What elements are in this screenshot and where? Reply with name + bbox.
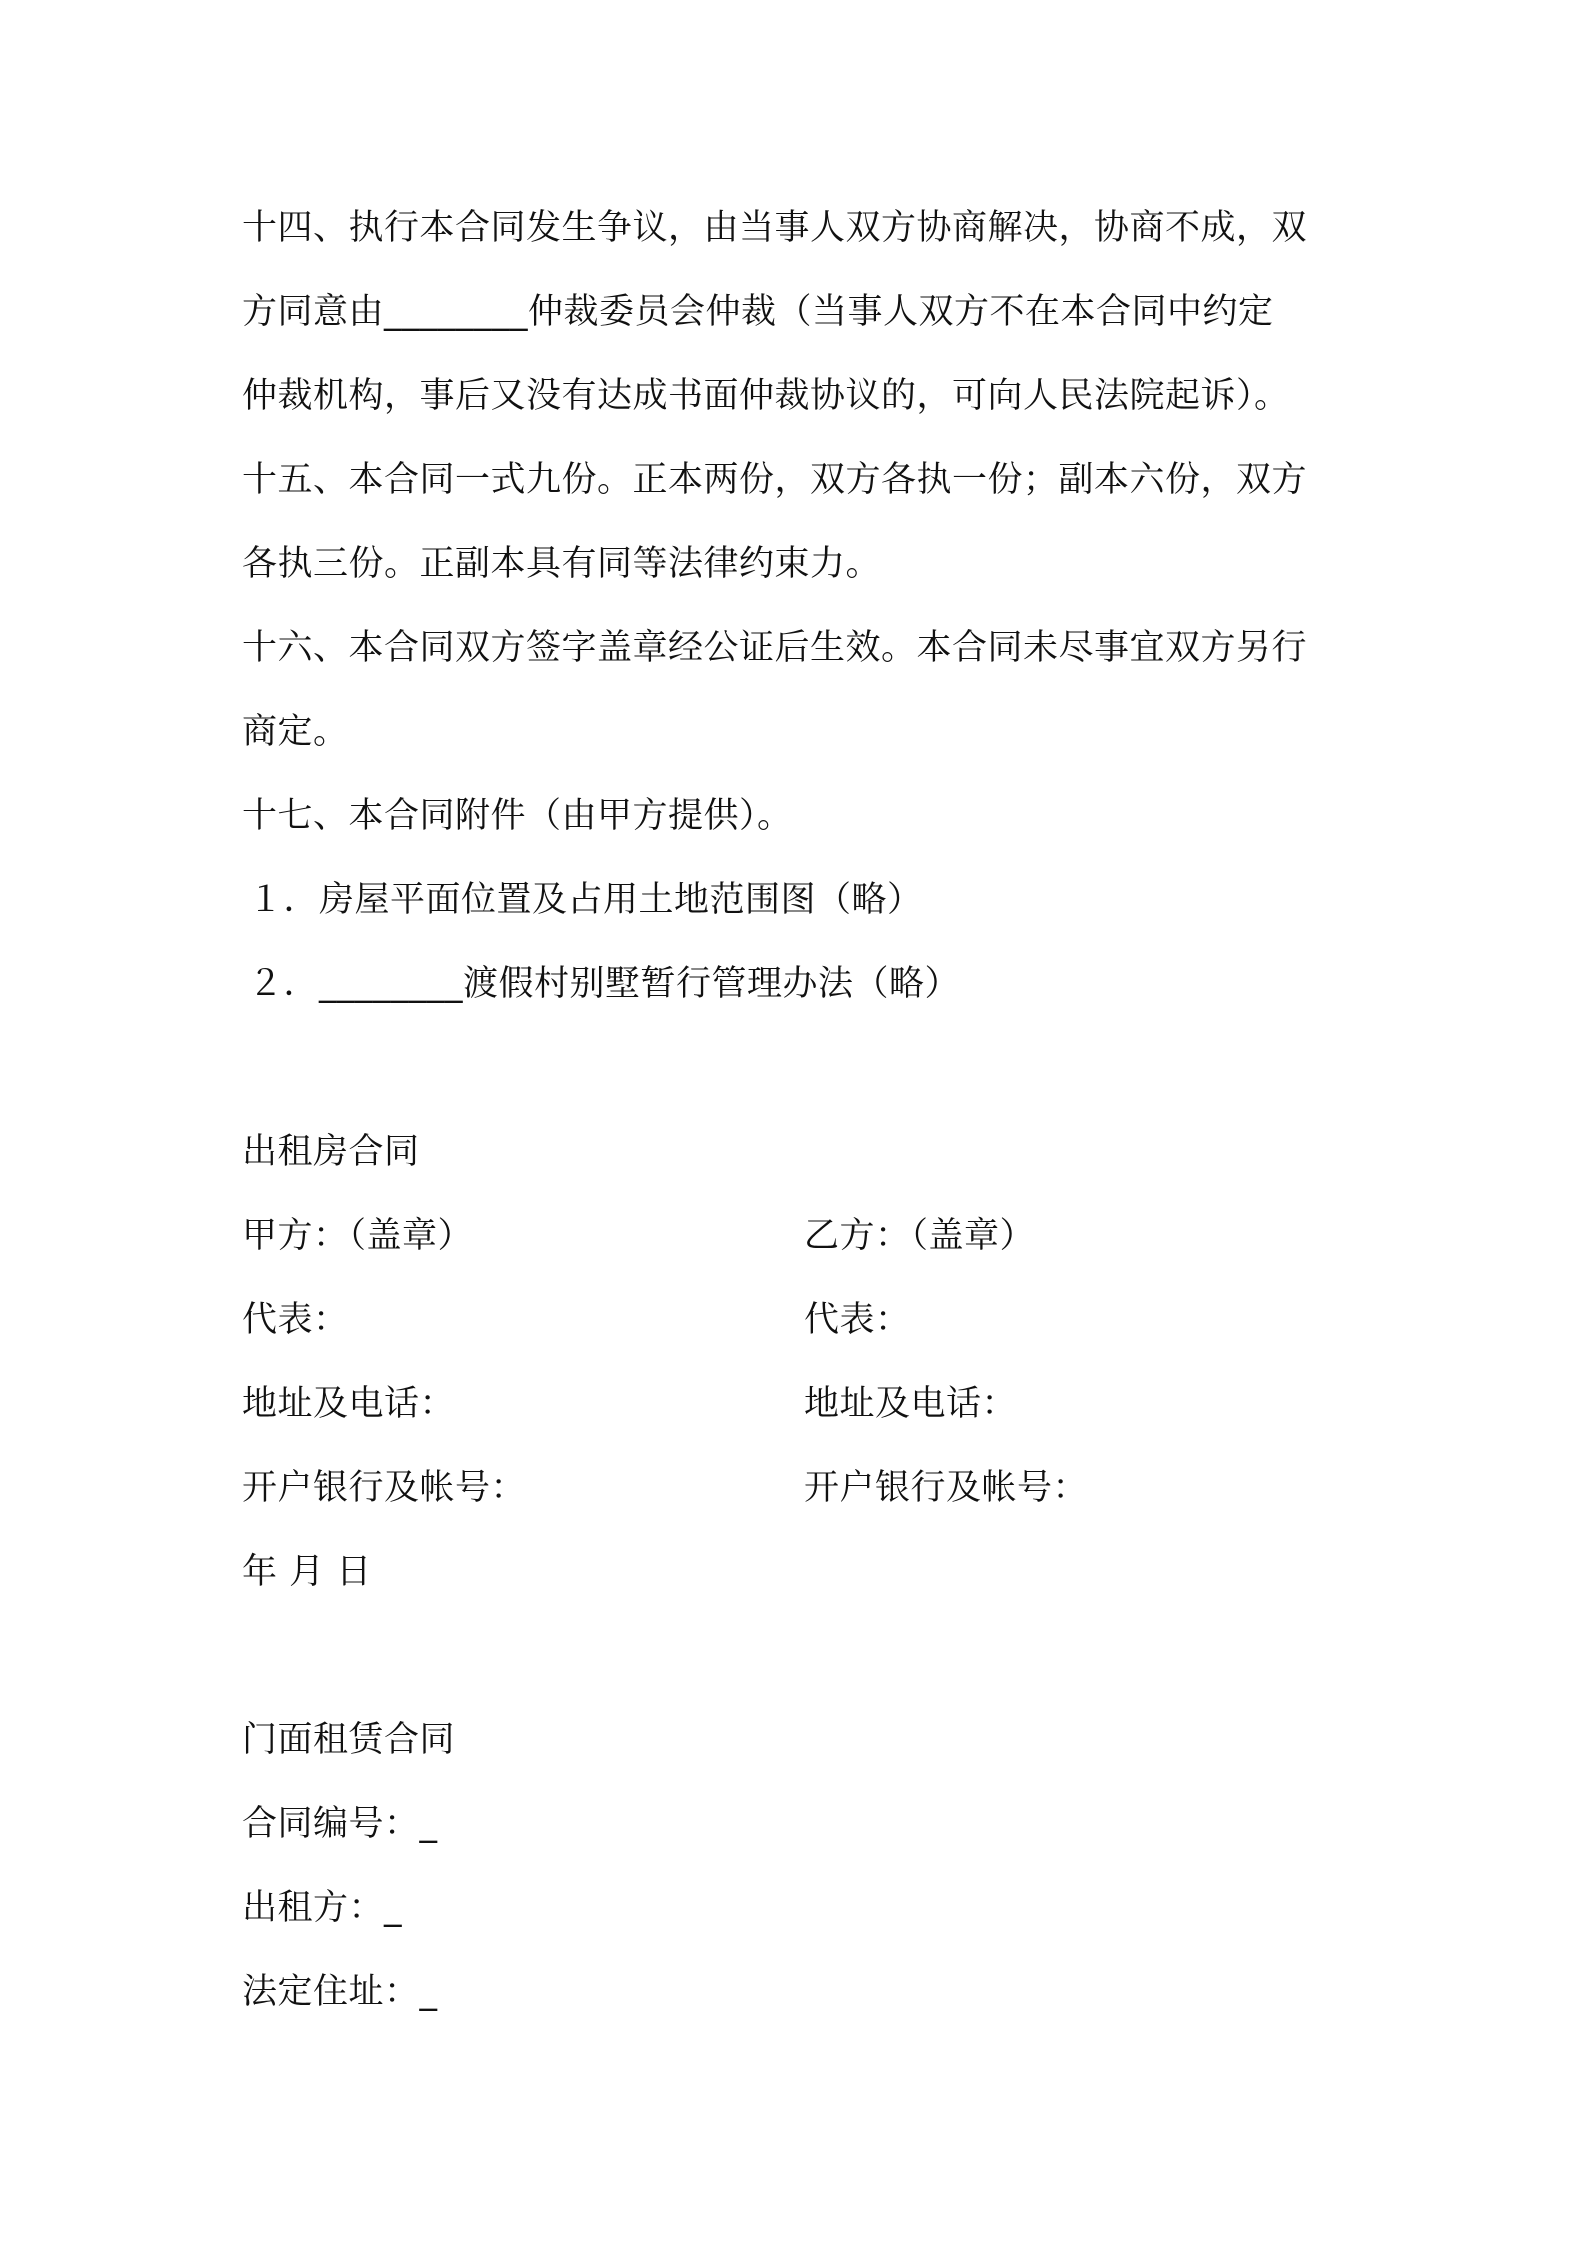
party-b-bank-account: 开户银行及帐号： [804, 1468, 1089, 1508]
document-body [242, 198, 1362, 2046]
party-b-seal: 乙方：（盖章） [804, 1216, 1036, 1256]
representative-row [242, 1290, 1362, 1374]
clause-16-line-1: 十六、本合同双方签字盖章经公证后生效。本合同未尽事宜双方另行 [242, 628, 1308, 668]
signature-block-title: 出租房合同 [242, 1132, 420, 1172]
clause-14-line-1: 十四、执行本合同发生争议，由当事人双方协商解决，协商不成，双 [242, 208, 1308, 248]
clause-17-line-1: 十七、本合同附件（由甲方提供）。 [242, 796, 793, 836]
clause-16-line-2: 商定。 [242, 712, 349, 752]
party-b-address-phone: 地址及电话： [804, 1384, 1018, 1424]
party-a-seal: 甲方：（盖章） [242, 1216, 474, 1256]
legal-address-field: 法定住址：_ [242, 1972, 438, 2012]
attachment-item-1: １．房屋平面位置及占用土地范围图（略） [248, 880, 923, 920]
party-a-representative: 代表： [242, 1300, 349, 1340]
party-b-representative: 代表： [804, 1300, 911, 1340]
lessor-field: 出租方：_ [242, 1888, 403, 1928]
seal-row [242, 1206, 1362, 1290]
clause-15-line-1: 十五、本合同一式九份。正本两份，双方各执一份；副本六份，双方 [242, 460, 1308, 500]
clause-14-line-3: 仲裁机构，事后又没有达成书面仲裁协议的，可向人民法院起诉）。 [242, 376, 1290, 416]
contract-number-field: 合同编号：_ [242, 1804, 438, 1844]
clause-15-line-2: 各执三份。正副本具有同等法律约束力。 [242, 544, 882, 584]
party-a-address-phone: 地址及电话： [242, 1384, 456, 1424]
clause-14-line-2: 方同意由________仲裁委员会仲裁（当事人双方不在本合同中约定 [242, 292, 1274, 332]
signing-date: 年 月 日 [242, 1552, 372, 1592]
next-contract-title: 门面租赁合同 [242, 1720, 456, 1760]
party-a-bank-account: 开户银行及帐号： [242, 1468, 527, 1508]
attachment-item-2: ２．________渡假村别墅暂行管理办法（略） [248, 964, 961, 1004]
spacer [242, 1626, 1362, 1710]
spacer [242, 1038, 1362, 1122]
bank-account-row [242, 1458, 1362, 1542]
address-phone-row [242, 1374, 1362, 1458]
